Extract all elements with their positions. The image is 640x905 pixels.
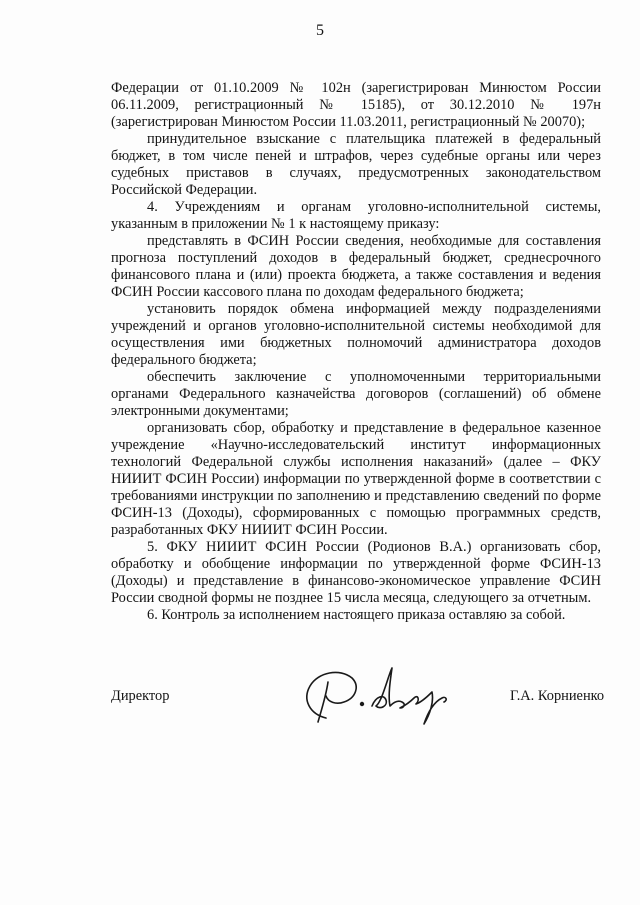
paragraph-item-4-exchange: установить порядок обмена информацией между подразделениями учреждений и органов уголовно-исполнительной системы необходимой для осуществления ими бюджетных полномочий администратора доходов федерального бюджета;	[111, 301, 601, 368]
document-body	[111, 80, 601, 624]
paragraph-item-4: 4. Учреждениям и органам уголовно-исполнительной системы, указанным в приложении № 1 к настоящему приказу:	[111, 199, 601, 232]
signatory-role: Директор	[111, 688, 170, 704]
paragraph-item-4-collection: организовать сбор, обработку и представление в федеральное казенное учреждение «Научно-исследовательский институт информационных технологий Федеральной службы исполнения наказаний» (далее – ФКУ НИИИТ ФСИН России) информации по утвержденной форме в соответствии с требованиями инструкции по заполнению и представлению сведений по форме ФСИН-13 (Доходы), сформированных с помощью программных средств, разработанных ФКУ НИИИТ ФСИН России.	[111, 420, 601, 538]
paragraph-item-4-agreements: обеспечить заключение с уполномоченными территориальными органами Федерального казначейства договоров (соглашений) об обмене электронными документами;	[111, 369, 601, 419]
paragraph-item-5: 5. ФКУ НИИИТ ФСИН России (Родионов В.А.) организовать сбор, обработку и обобщение информации по утвержденной форме ФСИН-13 (Доходы) и представление в финансово-экономическое управление ФСИН России сводной формы не позднее 15 числа месяца, следующего за отчетным.	[111, 539, 601, 606]
signatory-name: Г.А. Корниенко	[510, 688, 605, 704]
paragraph-continuation: Федерации от 01.10.2009 № 102н (зарегистрирован Минюстом России 06.11.2009, регистрационный № 15185), от 30.12.2010 № 197н (зарегистрирован Минюстом России 11.03.2011, регистрационный № 20070);	[111, 80, 601, 130]
paragraph-item-6: 6. Контроль за исполнением настоящего приказа оставляю за собой.	[147, 607, 566, 623]
paragraph-enforcement: принудительное взыскание с плательщика платежей в федеральный бюджет, в том числе пеней и штрафов, через судебные органы или через судебных приставов в случаях, предусмотренных законодательством Российской Федерации.	[111, 131, 601, 198]
page-number: 5	[316, 22, 324, 39]
handwritten-signature	[296, 662, 466, 728]
paragraph-item-4-reporting: представлять в ФСИН России сведения, необходимые для составления прогноза поступлений доходов в федеральный бюджет, среднесрочного финансового плана и (или) проекта бюджета, а также составления и ведения ФСИН России кассового плана по доходам федерального бюджета;	[111, 233, 601, 300]
